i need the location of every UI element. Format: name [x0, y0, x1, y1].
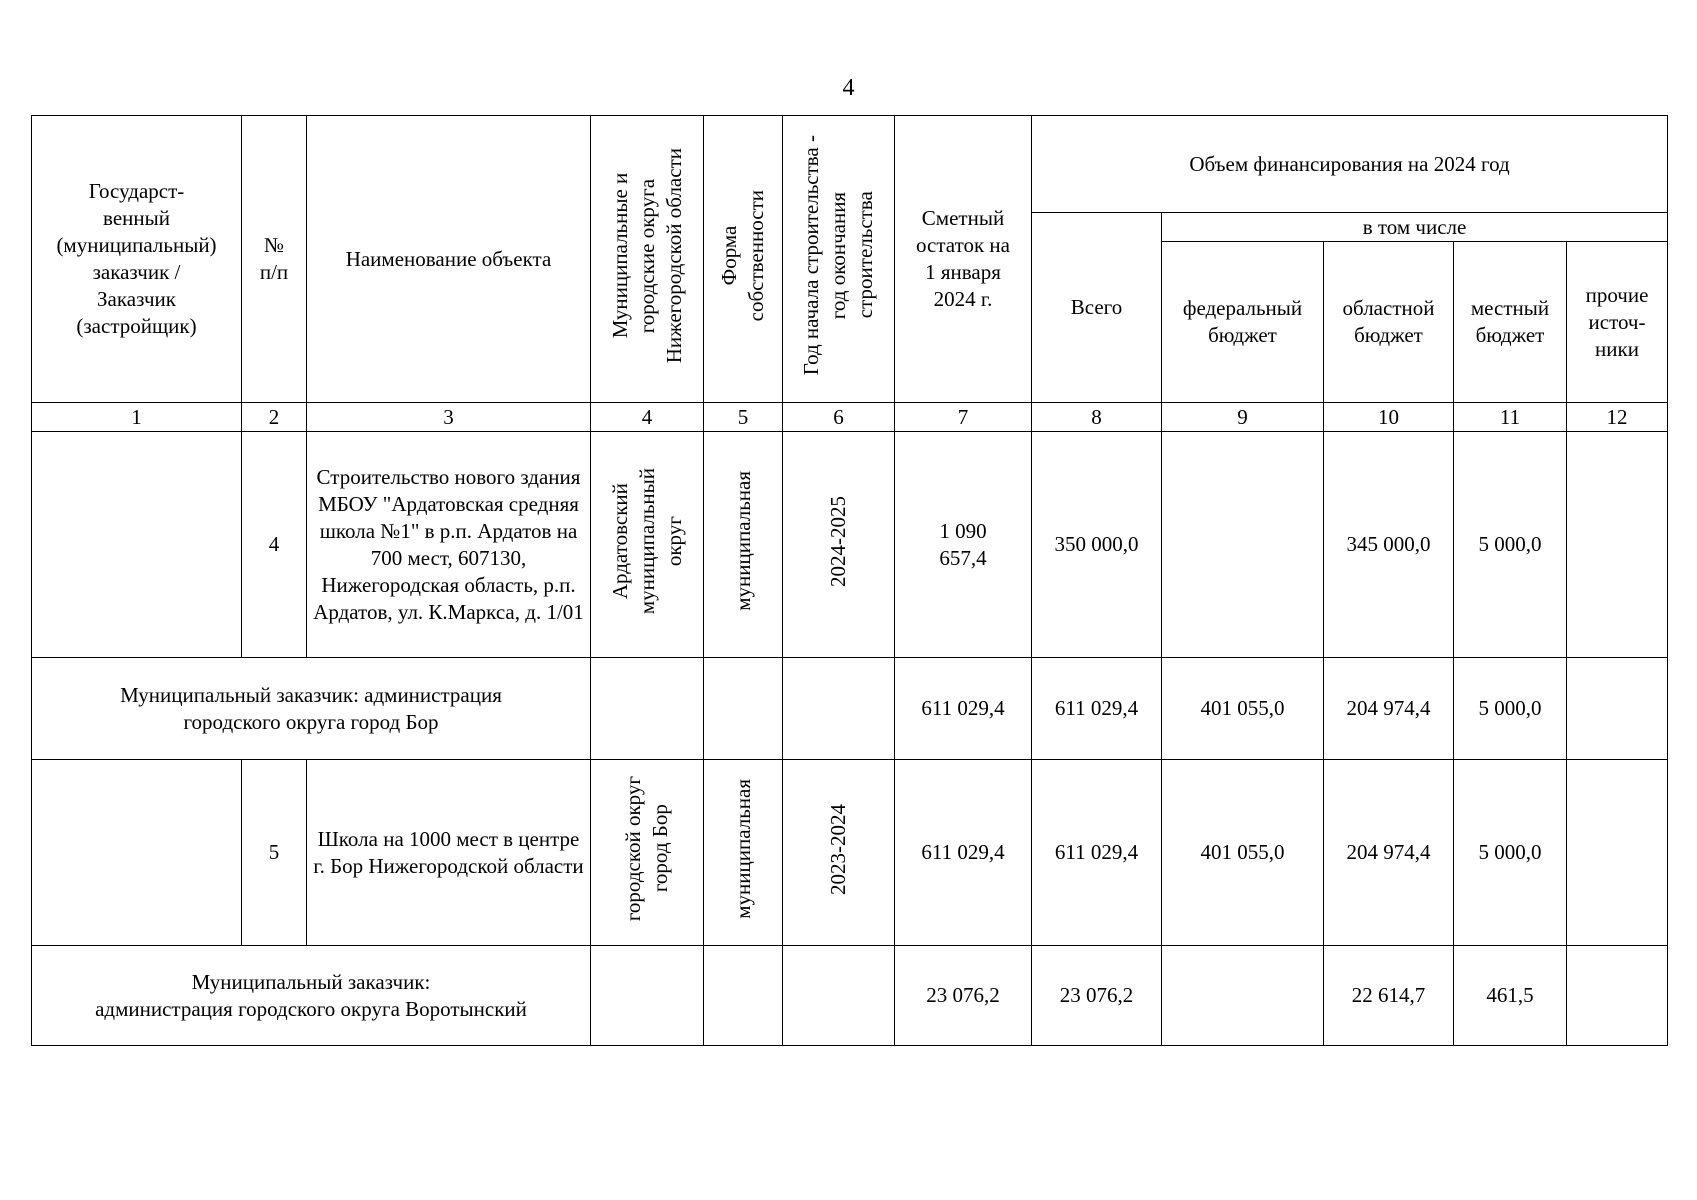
header-district-text: Муниципальные и городские округа Нижегородской области [607, 147, 686, 364]
header-balance: Сметный остаток на 1 января 2024 г. [895, 116, 1032, 403]
column-number: 6 [783, 403, 895, 432]
header-district [591, 116, 704, 403]
cell-district-text: городской округ город Бор [621, 776, 672, 922]
cell-customer-name: Муниципальный заказчик: администрация городского округа Воротынский [32, 946, 591, 1046]
cell-regional: 345 000,0 [1324, 432, 1454, 658]
cell-balance: 611 029,4 [895, 760, 1032, 946]
column-number: 4 [591, 403, 704, 432]
table-row-item-4 [32, 432, 1668, 658]
column-number: 3 [307, 403, 591, 432]
header-ownership-text: Форма собственности [717, 189, 768, 322]
cell-district [591, 946, 704, 1046]
cell-federal [1162, 946, 1324, 1046]
cell-balance: 611 029,4 [895, 658, 1032, 760]
cell-ownership-text: муниципальная [730, 779, 755, 919]
header-num: № п/п [242, 116, 307, 403]
cell-num: 5 [242, 760, 307, 946]
table-row-item-5 [32, 760, 1668, 946]
cell-num: 4 [242, 432, 307, 658]
cell-ownership [704, 658, 783, 760]
cell-years [783, 946, 895, 1046]
header-other: прочие источ- ники [1567, 242, 1668, 403]
cell-ownership-text: муниципальная [730, 471, 755, 611]
header-including: в том числе [1162, 213, 1668, 242]
column-number: 5 [704, 403, 783, 432]
header-local: местный бюджет [1454, 242, 1567, 403]
header-ownership [704, 116, 783, 403]
header-years-text: Год начала строительства - год окончания строительства [799, 135, 877, 376]
cell-other [1567, 658, 1668, 760]
cell-district [591, 760, 704, 946]
table-row-customer-bor [32, 658, 1668, 760]
cell-balance: 1 090 657,4 [895, 432, 1032, 658]
header-federal: федеральный бюджет [1162, 242, 1324, 403]
cell-balance: 23 076,2 [895, 946, 1032, 1046]
header-total: Всего [1032, 213, 1162, 403]
column-number: 2 [242, 403, 307, 432]
cell-object-name: Школа на 1000 мест в центре г. Бор Нижегородской области [307, 760, 591, 946]
page-number: 4 [842, 75, 855, 101]
column-number: 9 [1162, 403, 1324, 432]
cell-federal: 401 055,0 [1162, 658, 1324, 760]
cell-ownership [704, 946, 783, 1046]
cell-federal [1162, 432, 1324, 658]
cell-total: 611 029,4 [1032, 760, 1162, 946]
cell-other [1567, 946, 1668, 1046]
header-regional: областной бюджет [1324, 242, 1454, 403]
cell-other [1567, 760, 1668, 946]
financing-table [31, 115, 1668, 1046]
cell-local: 5 000,0 [1454, 760, 1567, 946]
header-object-name: Наименование объекта [307, 116, 591, 403]
header-years [783, 116, 895, 403]
column-number: 1 [32, 403, 242, 432]
cell-total: 611 029,4 [1032, 658, 1162, 760]
cell-local: 5 000,0 [1454, 432, 1567, 658]
cell-local: 461,5 [1454, 946, 1567, 1046]
header-financing: Объем финансирования на 2024 год [1032, 116, 1668, 213]
cell-other [1567, 432, 1668, 658]
cell-years [783, 658, 895, 760]
cell-customer [32, 760, 242, 946]
cell-years [783, 432, 895, 658]
cell-district [591, 432, 704, 658]
column-number: 10 [1324, 403, 1454, 432]
cell-object-name: Строительство нового здания МБОУ "Ардатовская средняя школа №1" в р.п. Ардатов на 700 мест, 607130, Нижегородская область, р.п. Ардатов, ул. К.Маркса, д. 1/01 [307, 432, 591, 658]
header-customer: Государст- венный (муниципальный) заказчик / Заказчик (застройщик) [32, 116, 242, 403]
cell-local: 5 000,0 [1454, 658, 1567, 760]
cell-years-text: 2023-2024 [826, 803, 850, 895]
cell-customer [32, 432, 242, 658]
table-row-customer-vorotynsky [32, 946, 1668, 1046]
cell-regional: 22 614,7 [1324, 946, 1454, 1046]
cell-federal: 401 055,0 [1162, 760, 1324, 946]
cell-customer-name: Муниципальный заказчик: администрация городского округа город Бор [32, 658, 591, 760]
cell-total: 350 000,0 [1032, 432, 1162, 658]
cell-regional: 204 974,4 [1324, 760, 1454, 946]
cell-regional: 204 974,4 [1324, 658, 1454, 760]
cell-years-text: 2024-2025 [826, 495, 850, 587]
column-number: 8 [1032, 403, 1162, 432]
cell-total: 23 076,2 [1032, 946, 1162, 1046]
column-number: 12 [1567, 403, 1668, 432]
column-number-row [32, 403, 1668, 432]
cell-district [591, 658, 704, 760]
column-number: 7 [895, 403, 1032, 432]
cell-years [783, 760, 895, 946]
column-number: 11 [1454, 403, 1567, 432]
cell-ownership [704, 432, 783, 658]
cell-district-text: Ардатовский муниципальный округ [607, 467, 686, 615]
header-row-1 [32, 116, 1668, 213]
cell-ownership [704, 760, 783, 946]
